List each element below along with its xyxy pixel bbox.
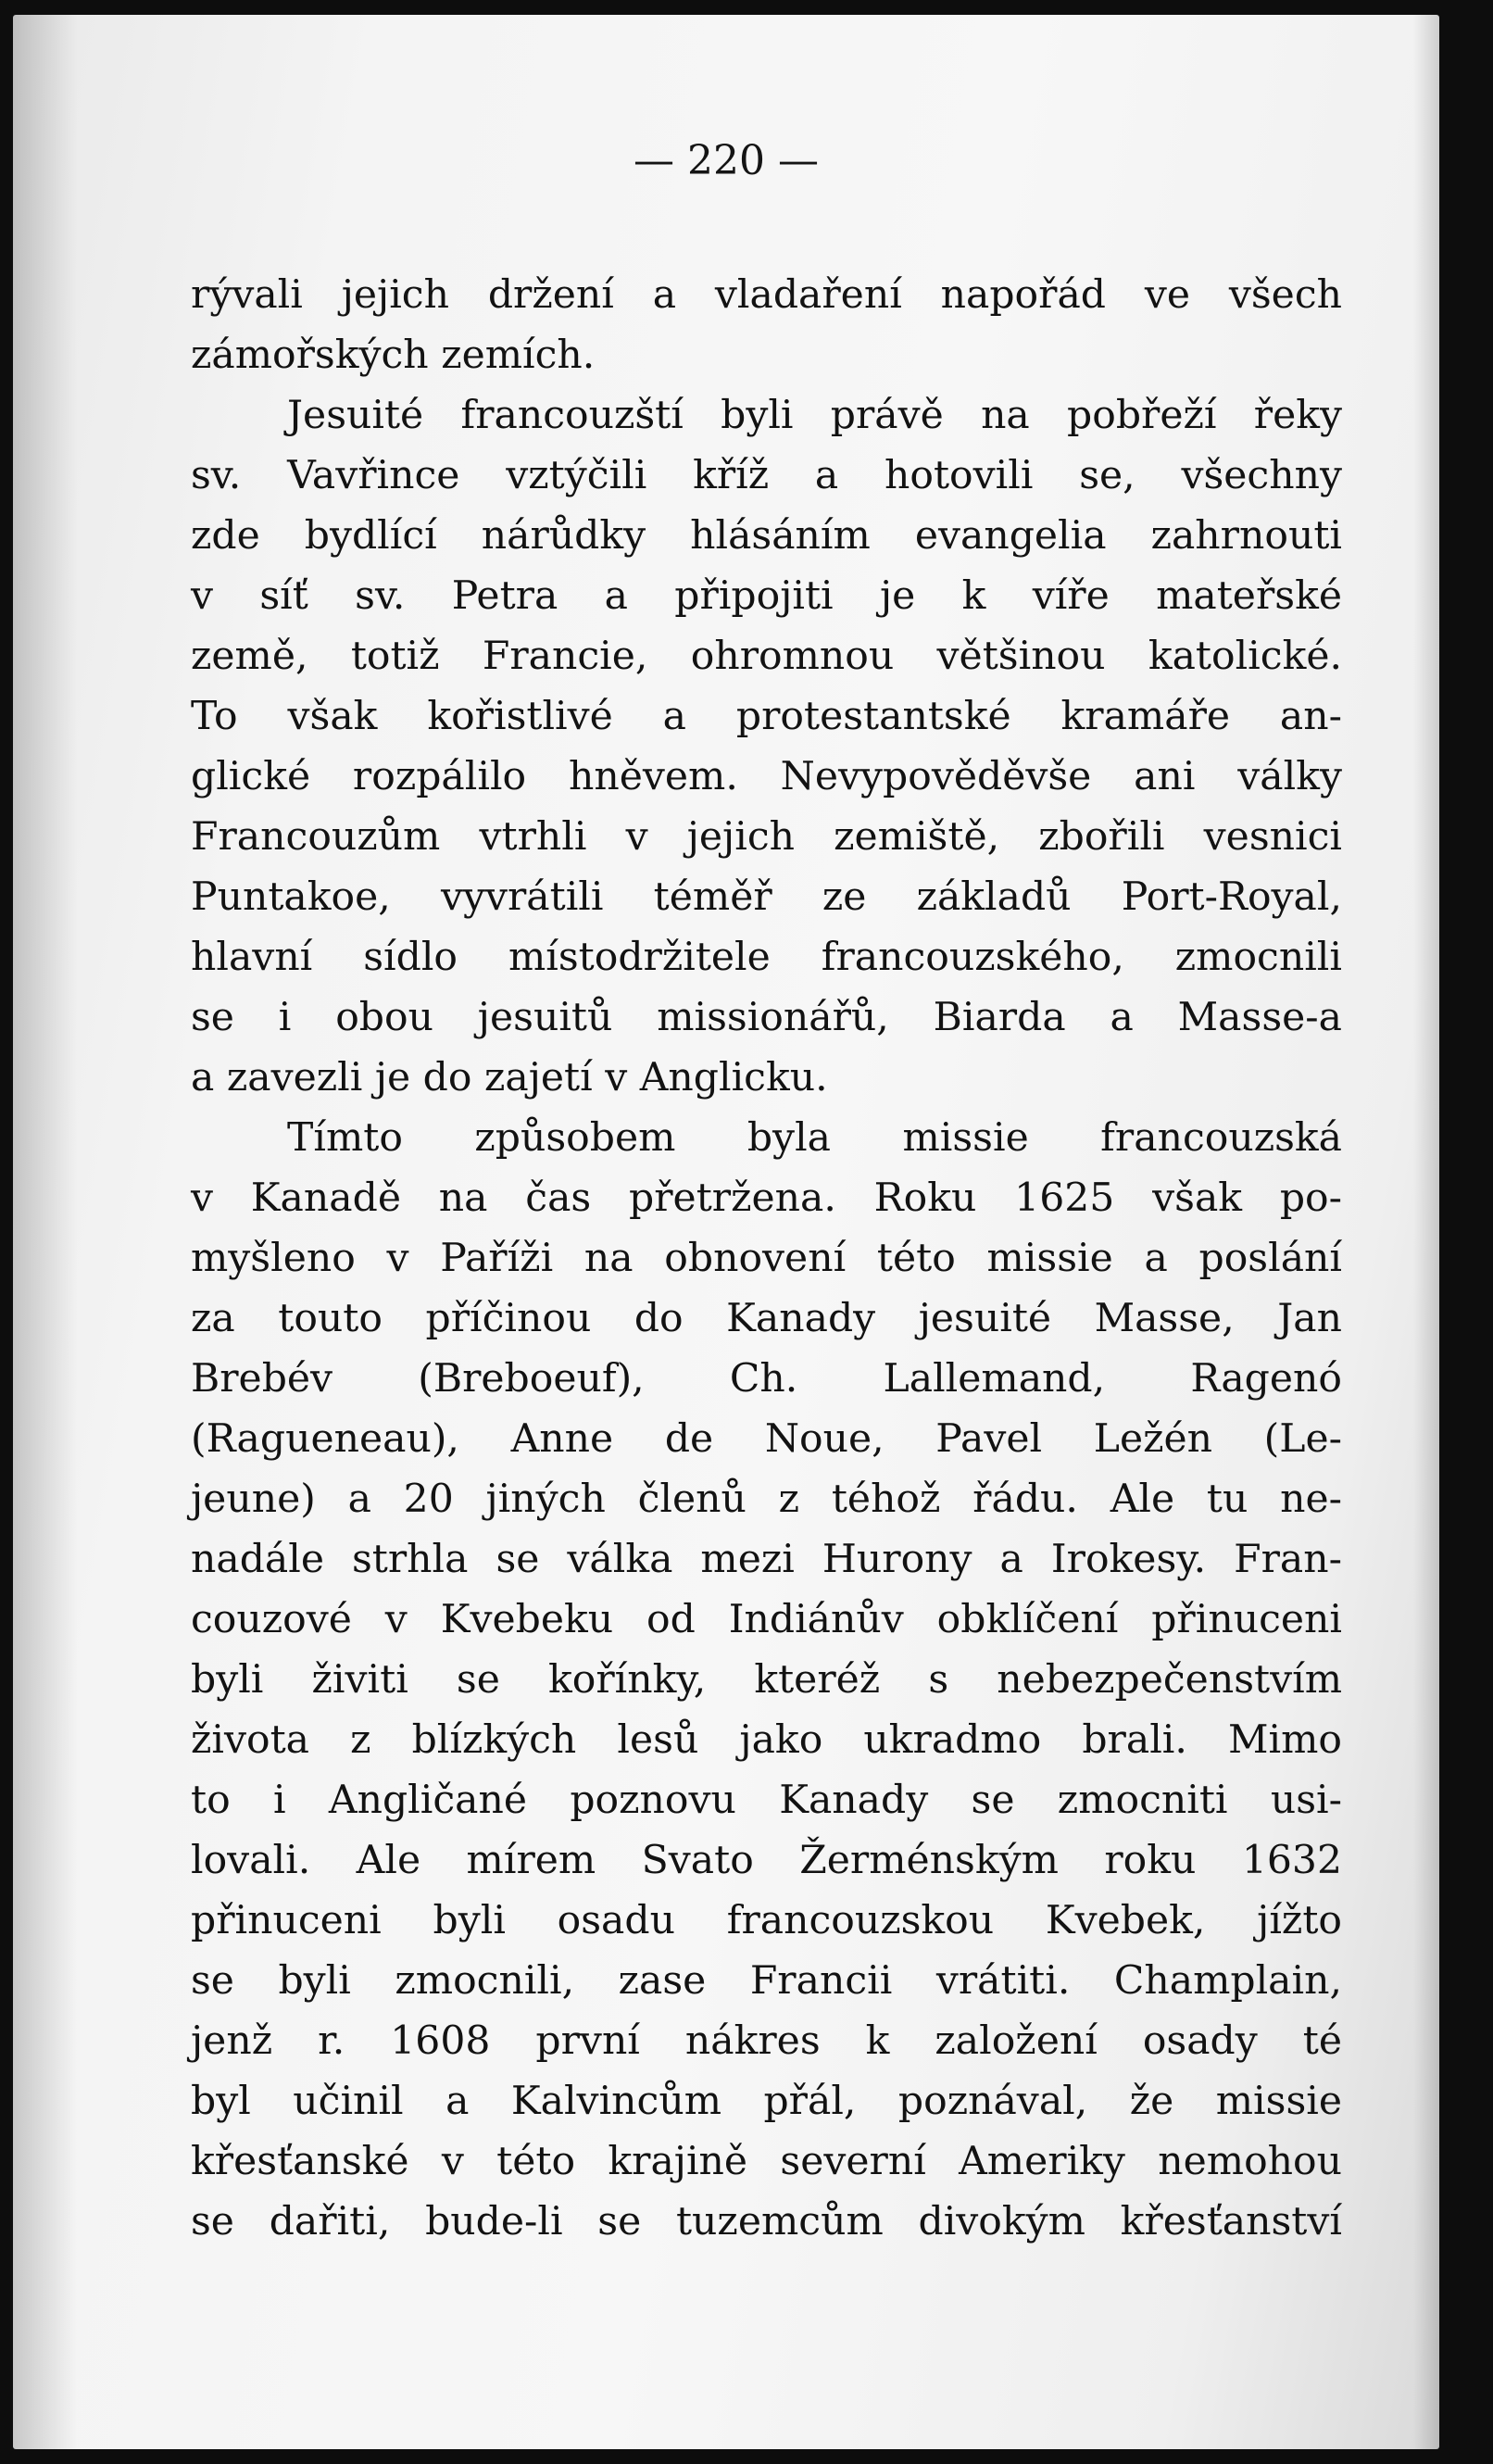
text-line: rývali jejich držení a vladaření napořád ve všech — [191, 272, 1342, 318]
text-line: v síť sv. Petra a připojiti je k víře mateřské — [191, 573, 1342, 619]
text-line: Jesuité francouzští byli právě na pobřeží řeky — [287, 393, 1342, 438]
text-line: se byli zmocnili, zase Francii vrátiti. Champlain, — [191, 1958, 1342, 2004]
text-line: couzové v Kvebeku od Indiánův obklíčení přinuceni — [191, 1597, 1342, 1642]
text-line: země, totiž Francie, ohromnou většinou katolické. — [191, 634, 1342, 679]
text-line: sv. Vavřince vztýčili kříž a hotovili se, všechny — [191, 453, 1342, 498]
gutter-shadow — [13, 15, 78, 2449]
text-line: hlavní sídlo místodržitele francouzského, zmocnili — [191, 935, 1342, 980]
text-line: a zavezli je do zajetí v Anglicku. — [191, 1055, 828, 1100]
text-line: se i obou jesuitů missionářů, Biarda a Masse-a — [191, 995, 1342, 1040]
text-line: myšleno v Paříži na obnovení této missie a poslání — [191, 1236, 1342, 1281]
book-page — [13, 15, 1439, 2449]
text-line: zámořských zemích. — [191, 333, 596, 378]
text-line: Puntakoe, vyvrátili téměř ze základů Port-Royal, — [191, 874, 1342, 920]
text-line: křesťanské v této krajině severní Ameriky nemohou — [191, 2139, 1342, 2184]
text-line: života z blízkých lesů jako ukradmo brali. Mimo — [191, 1717, 1342, 1763]
text-line: lovali. Ale mírem Svato Žerménským roku 1632 — [191, 1838, 1342, 1883]
text-line: zde bydlící nárůdky hlásáním evangelia zahrnouti — [191, 513, 1342, 559]
text-line: Francouzům vtrhli v jejich zemiště, zbořili vesnici — [191, 814, 1342, 860]
text-line: To však kořistlivé a protestantské kramáře an- — [191, 694, 1342, 739]
text-line: byli živiti se kořínky, kteréž s nebezpečenstvím — [191, 1657, 1342, 1703]
page-number: — 220 — — [634, 137, 819, 184]
text-line: v Kanadě na čas přetržena. Roku 1625 však po- — [191, 1175, 1342, 1221]
text-line: jenž r. 1608 první nákres k založení osady té — [191, 2018, 1342, 2064]
text-line: glické rozpálilo hněvem. Nevypověděvše ani války — [191, 754, 1342, 799]
text-line: to i Angličané poznovu Kanady se zmocniti usi- — [191, 1778, 1342, 1823]
text-line: byl učinil a Kalvincům přál, poznával, že missie — [191, 2079, 1342, 2124]
body-text — [191, 265, 1342, 2252]
text-line: nadále strhla se válka mezi Hurony a Irokesy. Fran- — [191, 1537, 1342, 1582]
text-line: za touto příčinou do Kanady jesuité Masse, Jan — [191, 1296, 1342, 1341]
text-line: Tímto způsobem byla missie francouzská — [287, 1115, 1342, 1161]
text-line: se dařiti, bude-li se tuzemcům divokým křesťanství — [191, 2199, 1342, 2244]
text-line: Brebév (Breboeuf), Ch. Lallemand, Ragenó — [191, 1356, 1342, 1402]
text-line: (Ragueneau), Anne de Noue, Pavel Ležén (Le- — [191, 1416, 1342, 1462]
text-line: přinuceni byli osadu francouzskou Kvebek, jížto — [191, 1898, 1342, 1943]
text-line: jeune) a 20 jiných členů z téhož řádu. Ale tu ne- — [191, 1477, 1342, 1522]
page-edge-shadow — [1413, 15, 1439, 2449]
